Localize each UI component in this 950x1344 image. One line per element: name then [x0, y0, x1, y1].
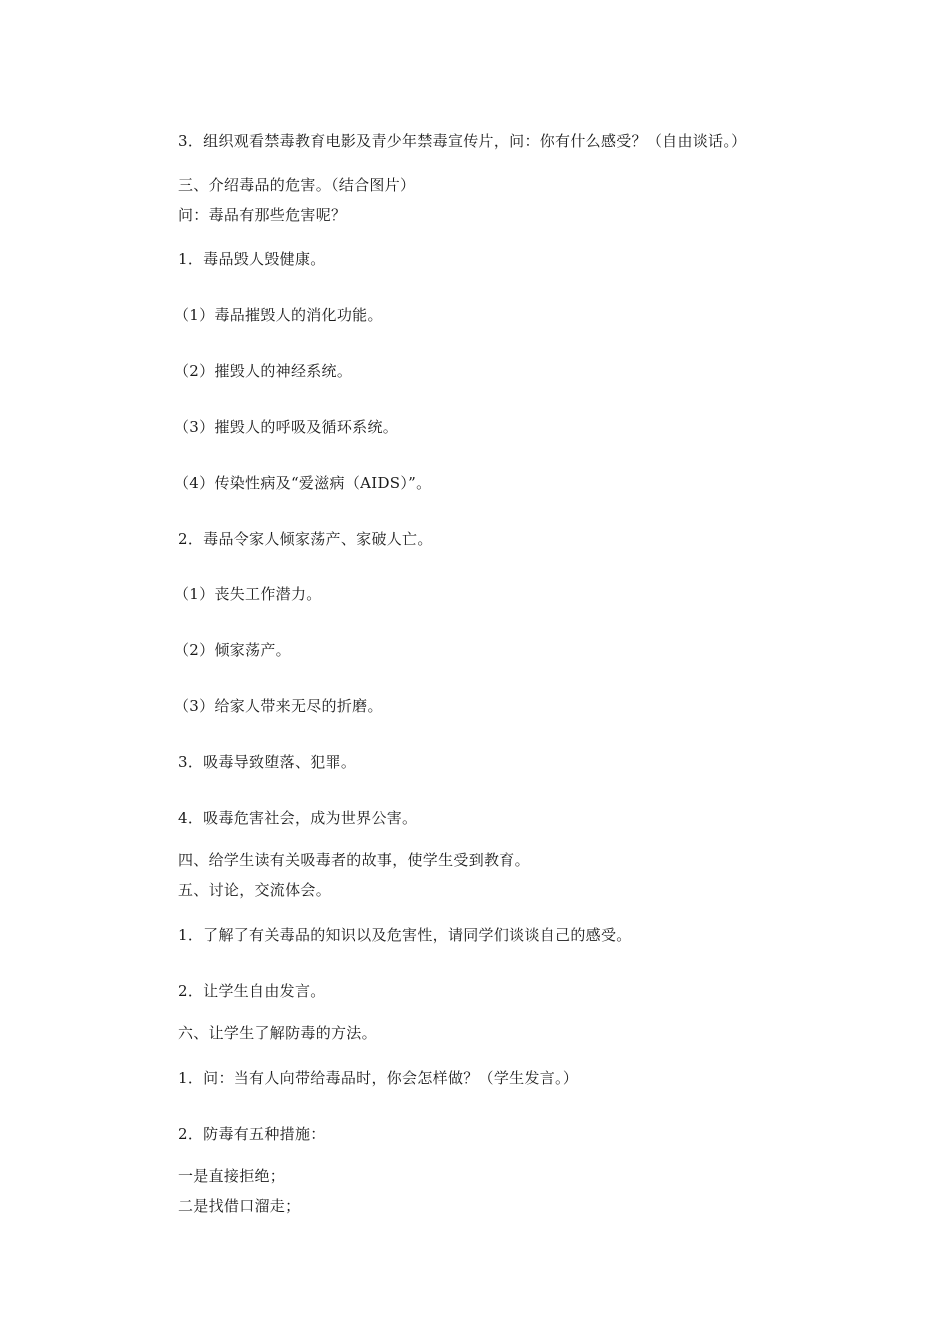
section-heading: 五、讨论，交流体会。	[178, 881, 332, 899]
list-item: 1．毒品毁人毁健康。	[178, 250, 326, 268]
list-item: 4．吸毒危害社会，成为世界公害。	[178, 809, 418, 827]
sub-list-item: （3）给家人带来无尽的折磨。	[174, 697, 383, 715]
section-heading: 四、给学生读有关吸毒者的故事，使学生受到教育。	[178, 851, 530, 869]
text-line: 3．组织观看禁毒教育电影及青少年禁毒宣传片，问：你有什么感受？（自由谈话。）	[178, 132, 747, 150]
list-item: 2．毒品令家人倾家荡产、家破人亡。	[178, 530, 433, 548]
section-heading: 三、介绍毒品的危害。（结合图片）	[178, 176, 416, 194]
list-item: 1．问：当有人向带给毒品时，你会怎样做？（学生发言。）	[178, 1069, 579, 1087]
list-item: 2．让学生自由发言。	[178, 982, 326, 1000]
sub-list-item: （2）摧毁人的神经系统。	[174, 362, 353, 380]
sub-list-item: （1）丧失工作潜力。	[174, 585, 322, 603]
section-heading: 六、让学生了解防毒的方法。	[178, 1024, 377, 1042]
list-item: 3．吸毒导致堕落、犯罪。	[178, 753, 357, 771]
sub-list-item: （1）毒品摧毁人的消化功能。	[174, 306, 383, 324]
text-line: 问：毒品有那些危害呢？	[178, 206, 347, 224]
sub-list-item: （3）摧毁人的呼吸及循环系统。	[174, 418, 399, 436]
text-line: 一是直接拒绝；	[178, 1167, 286, 1185]
list-item: 1．了解了有关毒品的知识以及危害性，请同学们谈谈自己的感受。	[178, 926, 632, 944]
sub-list-item: （4）传染性病及“爱滋病（AIDS）”。	[174, 474, 432, 492]
list-item: 2．防毒有五种措施：	[178, 1125, 326, 1143]
text-line: 二是找借口溜走；	[178, 1197, 301, 1215]
sub-list-item: （2）倾家荡产。	[174, 641, 291, 659]
